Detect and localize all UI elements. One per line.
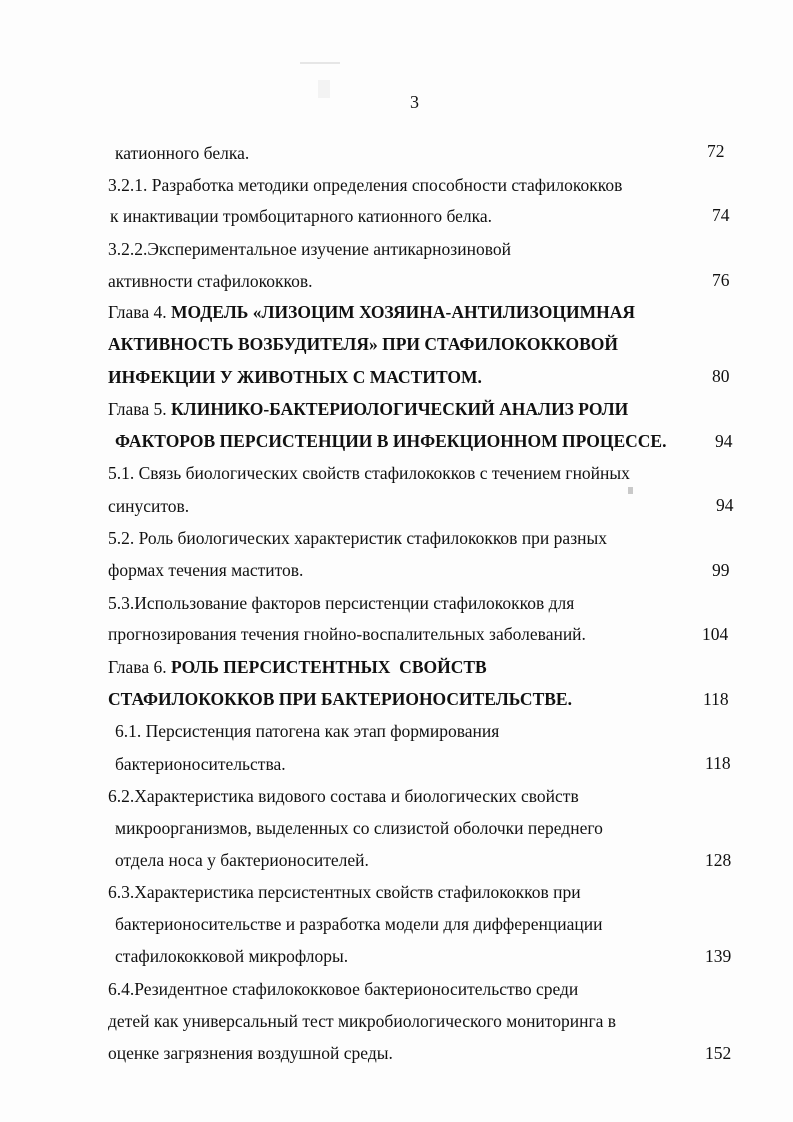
toc-chapter-6-line-2: СТАФИЛОКОККОВ ПРИ БАКТЕРИОНОСИТЕЛЬСТВЕ. bbox=[108, 689, 572, 709]
toc-line-4: 3.2.2.Экспериментальное изучение антикарнозиновой bbox=[108, 239, 511, 259]
toc-chapter-4-line-2: АКТИВНОСТЬ ВОЗБУДИТЕЛЯ» ПРИ СТАФИЛОКОККОВОЙ bbox=[108, 334, 618, 354]
toc-page-5-3: 104 bbox=[702, 624, 729, 644]
toc-line-2: 3.2.1. Разработка методики определения способности стафилококков bbox=[108, 175, 623, 195]
toc-line-6-4c: оценке загрязнения воздушной среды. bbox=[108, 1043, 393, 1063]
toc-page-6-2: 128 bbox=[705, 850, 732, 870]
toc-chapter-5-line-2: ФАКТОРОВ ПЕРСИСТЕНЦИИ В ИНФЕКЦИОННОМ ПРОЦЕССЕ. bbox=[115, 431, 667, 451]
toc-page-6-3: 139 bbox=[705, 946, 732, 966]
chapter-prefix: Глава 4. bbox=[108, 302, 171, 322]
toc-line-6-3c: стафилококковой микрофлоры. bbox=[115, 946, 349, 966]
toc-chapter-4-line-1 bbox=[108, 302, 635, 322]
page-number: 3 bbox=[410, 92, 419, 112]
toc-page-ch4: 80 bbox=[712, 366, 730, 386]
toc-page-5: 76 bbox=[712, 270, 730, 290]
toc-page-5-1: 94 bbox=[716, 495, 734, 515]
toc-line-5: активности стафилококков. bbox=[108, 271, 313, 291]
toc-line-3: к инактивации тромбоцитарного катионного белка. bbox=[110, 206, 492, 226]
toc-line-6-2a: 6.2.Характеристика видового состава и биологических свойств bbox=[108, 786, 579, 806]
toc-line-5-1a: 5.1. Связь биологических свойств стафилококков с течением гнойных bbox=[108, 463, 630, 483]
toc-line-6-1a: 6.1. Персистенция патогена как этап формирования bbox=[115, 721, 500, 741]
chapter-prefix: Глава 6. bbox=[108, 657, 171, 677]
toc-chapter-6-line-1 bbox=[108, 657, 487, 677]
toc-line-6-2c: отдела носа у бактерионосителей. bbox=[115, 850, 369, 870]
toc-line-6-4b: детей как универсальный тест микробиологического мониторинга в bbox=[108, 1011, 617, 1031]
toc-page-6-4: 152 bbox=[705, 1043, 732, 1063]
toc-line-5-2a: 5.2. Роль биологических характеристик стафилококков при разных bbox=[108, 528, 607, 548]
chapter-title: МОДЕЛЬ «ЛИЗОЦИМ ХОЗЯИНА-АНТИЛИЗОЦИМНАЯ bbox=[170, 302, 635, 322]
toc-line-5-3b: прогнозирования течения гнойно-воспалительных заболеваний. bbox=[108, 624, 586, 644]
chapter-prefix: Глава 5. bbox=[108, 399, 171, 419]
chapter-title: КЛИНИКО-БАКТЕРИОЛОГИЧЕСКИЙ АНАЛИЗ РОЛИ bbox=[170, 399, 629, 419]
scan-artifact bbox=[318, 80, 330, 98]
toc-line-5-1b: синуситов. bbox=[108, 496, 190, 516]
toc-line-6-3b: бактерионосительстве и разработка модели для дифференциации bbox=[115, 914, 603, 934]
toc-page-3: 74 bbox=[712, 205, 730, 225]
toc-page-1: 72 bbox=[707, 141, 725, 161]
toc-page-ch5: 94 bbox=[715, 431, 733, 451]
toc-line-1: катионного белка. bbox=[115, 143, 250, 163]
toc-line-6-1b: бактерионосительства. bbox=[115, 754, 286, 774]
toc-line-6-4a: 6.4.Резидентное стафилококковое бактерионосительство среди bbox=[108, 979, 579, 999]
toc-page-5-2: 99 bbox=[712, 560, 730, 580]
toc-line-6-2b: микроорганизмов, выделенных со слизистой оболочки переднего bbox=[115, 818, 603, 838]
scan-artifact bbox=[628, 487, 633, 494]
toc-page-6-1: 118 bbox=[705, 753, 731, 773]
toc-line-5-2b: формах течения маститов. bbox=[108, 560, 304, 580]
toc-line-5-3a: 5.3.Использование факторов персистенции стафилококков для bbox=[108, 593, 575, 613]
chapter-title: РОЛЬ ПЕРСИСТЕНТНЫХ СВОЙСТВ bbox=[170, 657, 487, 677]
toc-chapter-5-line-1 bbox=[108, 399, 628, 419]
toc-chapter-4-line-3: ИНФЕКЦИИ У ЖИВОТНЫХ С МАСТИТОМ. bbox=[108, 367, 482, 387]
scan-artifact bbox=[300, 62, 340, 64]
toc-page-ch6: 118 bbox=[703, 689, 729, 709]
toc-line-6-3a: 6.3.Характеристика персистентных свойств стафилококков при bbox=[108, 882, 581, 902]
